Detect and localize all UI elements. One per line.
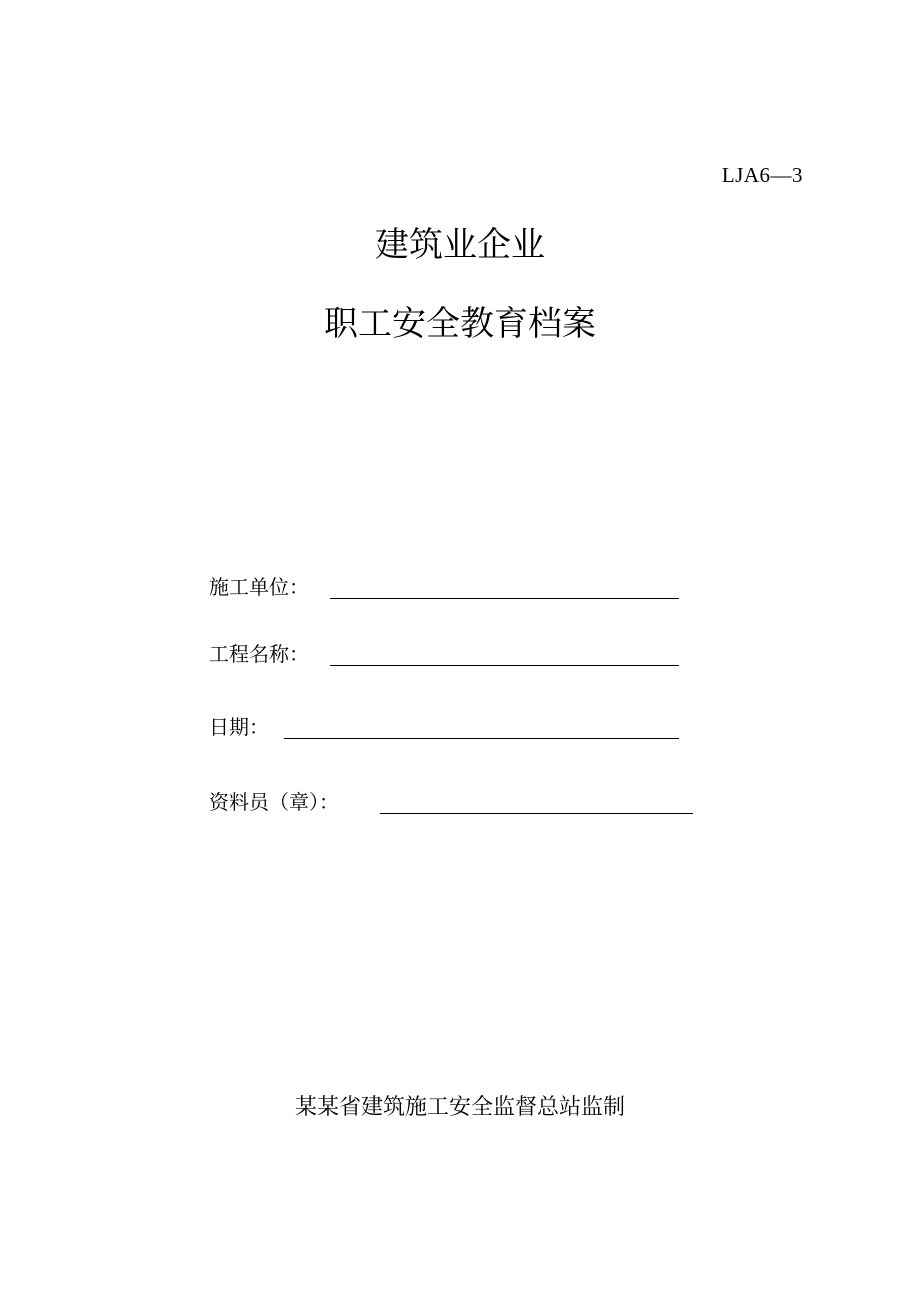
form-code: LJA6—3 [721, 163, 803, 187]
date-label: 日期： [209, 715, 269, 739]
project-name-field[interactable] [209, 638, 309, 668]
archivist-seal-blank-line[interactable] [380, 813, 693, 814]
date-blank-line[interactable] [284, 738, 679, 739]
construction-unit-field[interactable] [209, 571, 309, 601]
construction-unit-blank-line[interactable] [330, 598, 679, 599]
project-name-label: 工程名称： [209, 642, 309, 666]
archivist-seal-field[interactable] [209, 786, 339, 816]
date-field[interactable] [209, 711, 269, 741]
issuer-footer: 某某省建筑施工安全监督总站监制 [294, 1095, 625, 1120]
archivist-seal-label: 资料员（章）： [209, 790, 339, 814]
title-line-2: 职工安全教育档案 [324, 304, 596, 344]
title-line-1: 建筑业企业 [375, 225, 545, 265]
construction-unit-label: 施工单位： [209, 575, 309, 599]
project-name-blank-line[interactable] [330, 665, 679, 666]
